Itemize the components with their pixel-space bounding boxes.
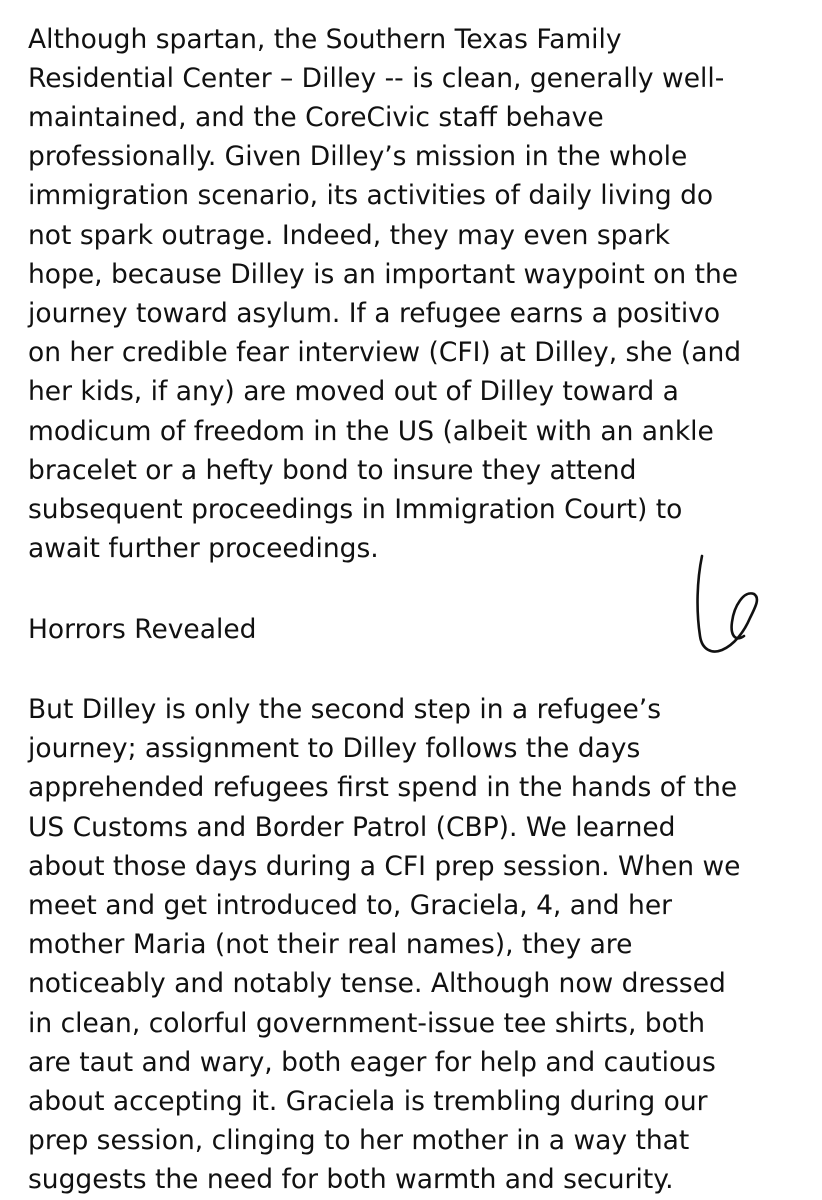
paragraph-1-line: Residential Center – Dilley -- is clean, generally well-	[28, 63, 725, 94]
paragraph-2-line: meet and get introduced to, Graciela, 4, and her	[28, 890, 673, 921]
paragraph-1-line: bracelet or a hefty bond to insure they attend	[28, 455, 637, 486]
paragraph-1-line: journey toward asylum. If a refugee earns a positivo	[28, 298, 721, 329]
paragraph-1-line: on her credible fear interview (CFI) at Dilley, she (and	[28, 337, 742, 368]
paragraph-2-line: about those days during a CFI prep session. When we	[28, 851, 741, 882]
paragraph-1-line: await further proceedings.	[28, 533, 379, 564]
paragraph-2-line: about accepting it. Graciela is trembling during our	[28, 1086, 708, 1117]
paragraph-1-line: modicum of freedom in the US (albeit with an ankle	[28, 416, 714, 447]
paragraph-1-line: maintained, and the CoreCivic staff behave	[28, 102, 604, 133]
paragraph-2-line: US Customs and Border Patrol (CBP). We learned	[28, 812, 676, 843]
paragraph-1-line: not spark outrage. Indeed, they may even spark	[28, 220, 670, 251]
handwritten-six-icon	[688, 550, 778, 660]
paragraph-2-line: mother Maria (not their real names), they are	[28, 929, 633, 960]
paragraph-1-line: immigration scenario, its activities of daily living do	[28, 180, 714, 211]
paragraph-2-line: apprehended refugees first spend in the hands of the	[28, 772, 738, 803]
paragraph-2-line: noticeably and notably tense. Although now dressed	[28, 968, 726, 999]
paragraph-1-line: her kids, if any) are moved out of Dilley toward a	[28, 376, 679, 407]
paragraph-1-line: subsequent proceedings in Immigration Court) to	[28, 494, 683, 525]
paragraph-1-line: professionally. Given Dilley’s mission in the whole	[28, 141, 688, 172]
handwritten-mark	[688, 550, 778, 660]
paragraph-2-line: journey; assignment to Dilley follows the days	[28, 733, 641, 764]
paragraph-1-line: Although spartan, the Southern Texas Family	[28, 24, 622, 55]
paragraph-2-line: suggests the need for both warmth and security.	[28, 1164, 674, 1195]
paragraph-2-line: are taut and wary, both eager for help and cautious	[28, 1047, 716, 1078]
paragraph-2-line: But Dilley is only the second step in a refugee’s	[28, 694, 661, 725]
paragraph-2-line: in clean, colorful government-issue tee shirts, both	[28, 1008, 706, 1039]
section-heading: Horrors Revealed	[28, 614, 257, 645]
paragraph-2-line: prep session, clinging to her mother in a way that	[28, 1125, 690, 1156]
paragraph-1-line: hope, because Dilley is an important waypoint on the	[28, 259, 739, 290]
